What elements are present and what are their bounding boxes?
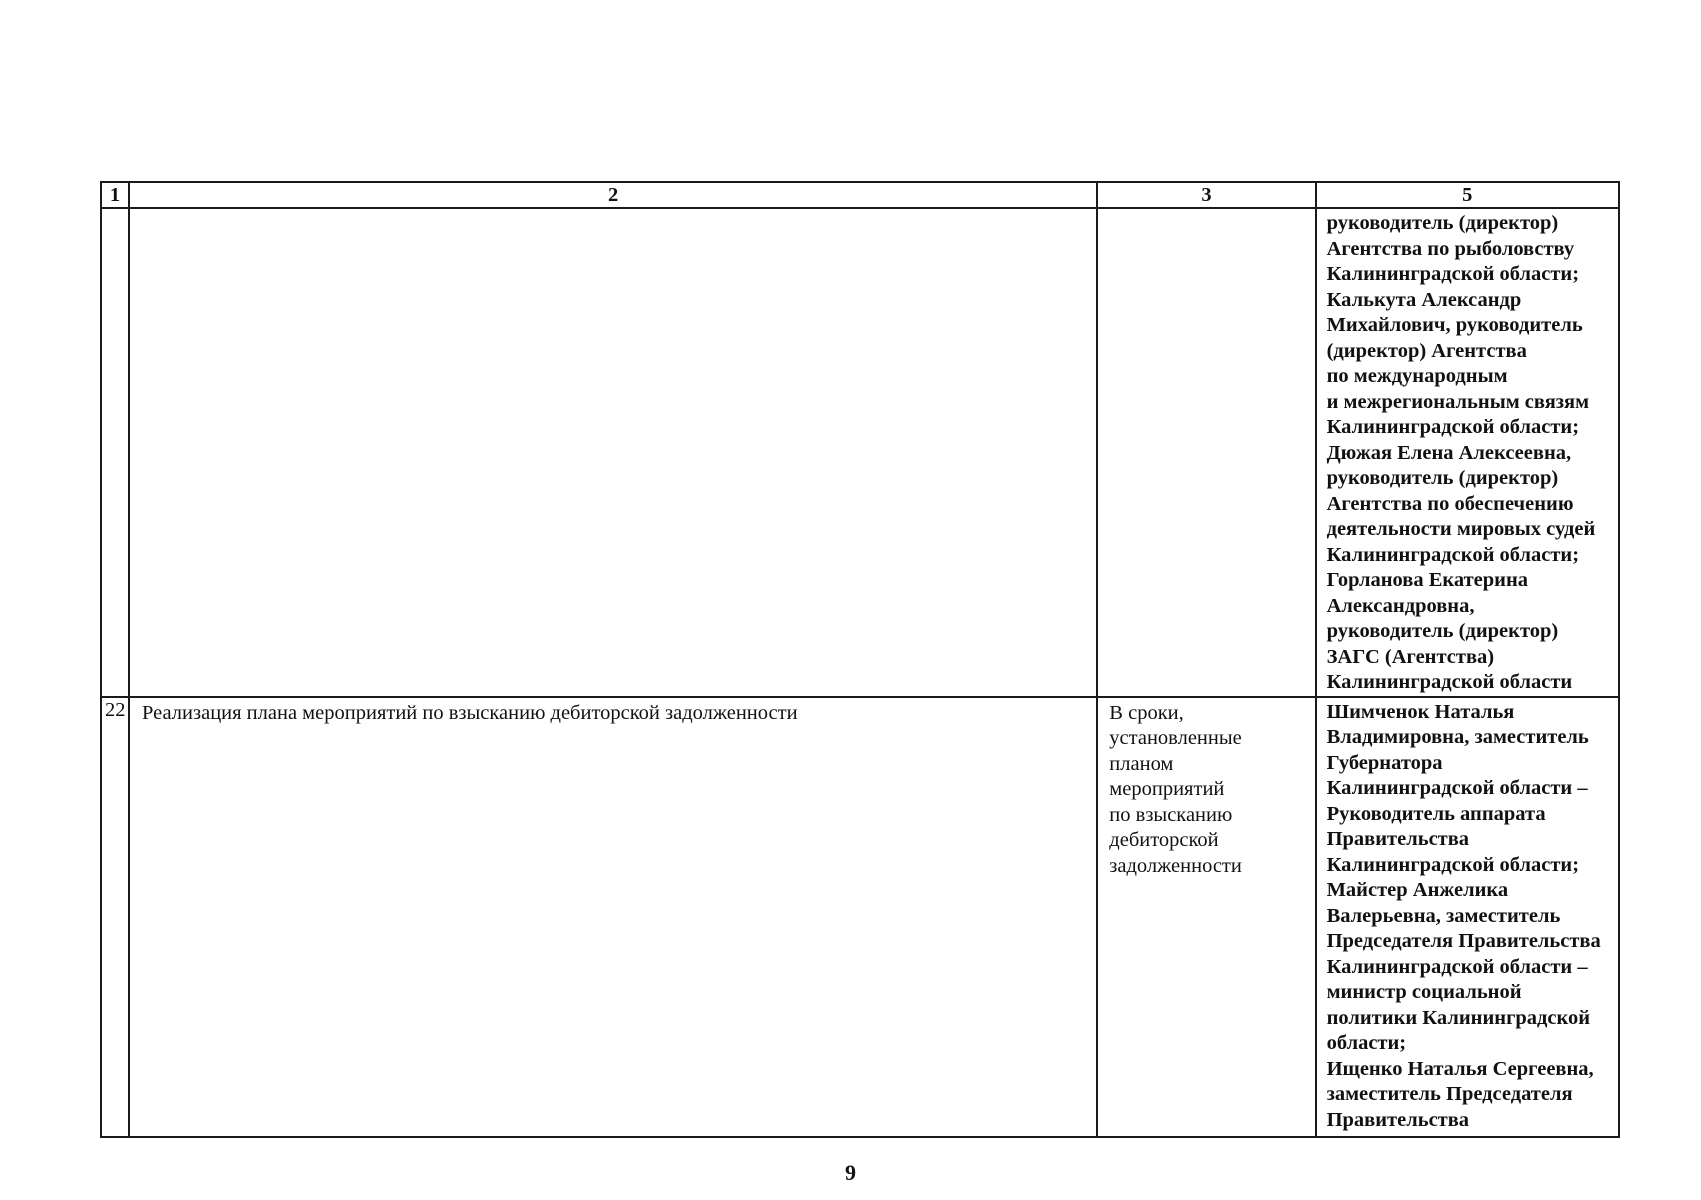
document-table — [100, 181, 1620, 1138]
cell-line: Калининградской области; — [1326, 543, 1580, 566]
cell-line: Председателя Правительства — [1326, 930, 1601, 952]
deadline-cell — [1097, 208, 1315, 697]
cell-line: Калининградской области; — [1326, 853, 1580, 876]
header-col-3: 3 — [1097, 182, 1315, 208]
cell-line: Правительства — [1326, 828, 1470, 850]
cell-line: политики Калининградской — [1326, 1006, 1591, 1029]
cell-line: Владимировна, заместитель — [1326, 726, 1589, 748]
cell-line: по взысканию — [1109, 803, 1233, 826]
cell-line: заместитель Председателя — [1326, 1083, 1573, 1105]
cell-line: мероприятий — [1109, 778, 1225, 800]
table-row — [101, 208, 1619, 697]
cell-line: Михайлович, руководитель — [1326, 314, 1583, 336]
table-row — [101, 697, 1619, 1137]
cell-line: Майстер Анжелика — [1326, 879, 1509, 901]
cell-line: (директор) Агентства — [1326, 339, 1527, 362]
cell-line: Правительства — [1326, 1108, 1470, 1131]
cell-line: деятельности мировых судей — [1326, 518, 1596, 540]
cell-line: области; — [1326, 1032, 1407, 1054]
cell-line: Дюжая Елена Алексеевна, — [1326, 441, 1572, 464]
cell-line: В сроки, — [1109, 701, 1184, 724]
cell-line: установленные — [1109, 727, 1242, 749]
cell-line: министр социальной — [1326, 981, 1522, 1003]
deadline-cell — [1097, 697, 1315, 1137]
cell-line: Александровна, — [1326, 594, 1475, 617]
cell-line: Калининградской области – — [1326, 955, 1588, 978]
cell-line: Калининградской области – — [1326, 777, 1588, 799]
cell-line: Калькута Александр — [1326, 288, 1522, 311]
row-number — [101, 208, 129, 697]
cell-line: Калининградской области; — [1326, 416, 1580, 438]
responsible-cell — [1316, 208, 1619, 697]
cell-line: Шимченок Наталья — [1326, 700, 1515, 723]
cell-line: Руководитель аппарата — [1326, 802, 1546, 825]
responsible-cell — [1316, 697, 1619, 1137]
cell-line: Калининградской области — [1326, 671, 1573, 693]
cell-line: Калининградской области; — [1326, 263, 1580, 285]
cell-line: и межрегиональным связям — [1326, 390, 1590, 413]
row-number: 22 — [101, 697, 129, 1137]
measure-text: Реализация плана мероприятий по взысканию дебиторской задолженности — [129, 697, 1097, 1137]
cell-line: планом — [1109, 752, 1174, 775]
cell-line: Агентства по обеспечению — [1326, 492, 1574, 515]
header-col-5: 5 — [1316, 182, 1619, 208]
cell-line: Валерьевна, заместитель — [1326, 904, 1561, 927]
header-col-2: 2 — [129, 182, 1097, 208]
cell-line: руководитель (директор) — [1326, 467, 1559, 489]
cell-line: по международным — [1326, 365, 1508, 387]
cell-line: Ищенко Наталья Сергеевна, — [1326, 1057, 1594, 1080]
measure-text — [129, 208, 1097, 697]
table-header-row — [101, 182, 1619, 208]
cell-line: Горланова Екатерина — [1326, 569, 1529, 591]
cell-line: ЗАГС (Агентства) — [1326, 645, 1495, 668]
cell-line: Губернатора — [1326, 751, 1443, 774]
cell-line: задолженности — [1109, 854, 1242, 877]
cell-line: Агентства по рыболовству — [1326, 237, 1575, 260]
cell-line: руководитель (директор) — [1326, 212, 1559, 234]
cell-line: руководитель (директор) — [1326, 620, 1559, 642]
header-col-1: 1 — [101, 182, 129, 208]
cell-line: дебиторской — [1109, 829, 1219, 851]
page-number: 9 — [845, 1160, 856, 1185]
